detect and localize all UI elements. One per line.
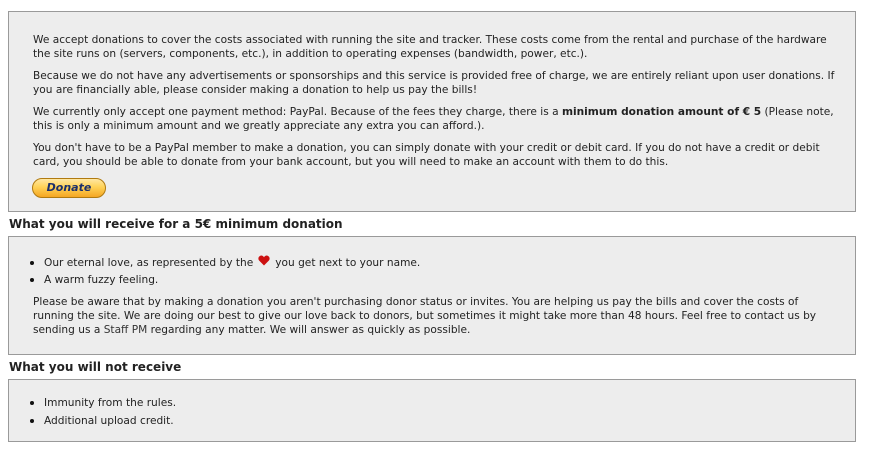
receive-box <box>8 236 856 355</box>
not-receive-heading: What you will not receive <box>9 360 182 374</box>
list-item <box>30 396 176 410</box>
donation-info-box <box>8 11 856 212</box>
donor-status-note <box>33 295 837 337</box>
intro-paragraph-costs: We accept donations to cover the costs associated with running the site and tracker. These costs come from the rental and purchase of the hardware the site runs on (servers, components, etc.), in addition to operating expenses (bandwidth, power, etc.). <box>33 34 827 60</box>
staff-pm-link[interactable]: Staff PM <box>103 324 148 336</box>
heart-icon <box>258 255 270 270</box>
bullet-dot <box>30 278 34 282</box>
not-receive-box <box>8 379 856 442</box>
upload-credit-text: Additional upload credit. <box>44 415 174 427</box>
list-item <box>30 273 158 287</box>
bullet-dot <box>30 261 34 265</box>
bullet-dot <box>30 401 34 405</box>
minimum-amount-text: minimum donation amount of € 5 <box>561 106 762 118</box>
list-item <box>30 255 420 270</box>
receive-heading: What you will receive for a 5€ minimum donation <box>9 217 343 231</box>
intro-paragraph-reliance: Because we do not have any advertisements or sponsorships and this service is provided free of charge, we are entirely reliant upon user donations. If you are financially able, please consider making a donation to help us pay the bills! <box>33 70 835 96</box>
immunity-text: Immunity from the rules. <box>44 397 177 409</box>
love-text-end: you get next to your name. <box>275 256 421 269</box>
list-item <box>30 414 174 428</box>
payment-text-start: We currently only accept one payment method: PayPal. Because of the fees they charge, there is a <box>33 106 562 118</box>
note-text: Please be aware that by making a donation you aren't purchasing donor status or invites. You are helping us pay the bills and cover the costs of running the site. We are doing our best to give our love back to donors, but sometimes it might take more than 48 hours. Feel free to contact us by sending us a <box>33 296 817 336</box>
donate-button[interactable]: Donate <box>32 178 106 198</box>
note-text-end: regarding any matter. We will answer as quickly as possible. <box>147 324 471 336</box>
love-text-start: Our eternal love, as represented by the <box>44 256 254 269</box>
payment-text-end: (Please note, this is only a minimum amount and we greatly appreciate any extra you can afford.). <box>33 106 834 132</box>
intro-paragraph-paypal: You don't have to be a PayPal member to make a donation, you can simply donate with your credit or debit card. If you do not have a credit or debit card, you should be able to donate from your bank account, but you will need to make an account with them to do this. <box>33 142 820 168</box>
intro-paragraph-payment <box>33 105 837 133</box>
bullet-dot <box>30 419 34 423</box>
fuzzy-feeling-text: A warm fuzzy feeling. <box>44 274 159 286</box>
